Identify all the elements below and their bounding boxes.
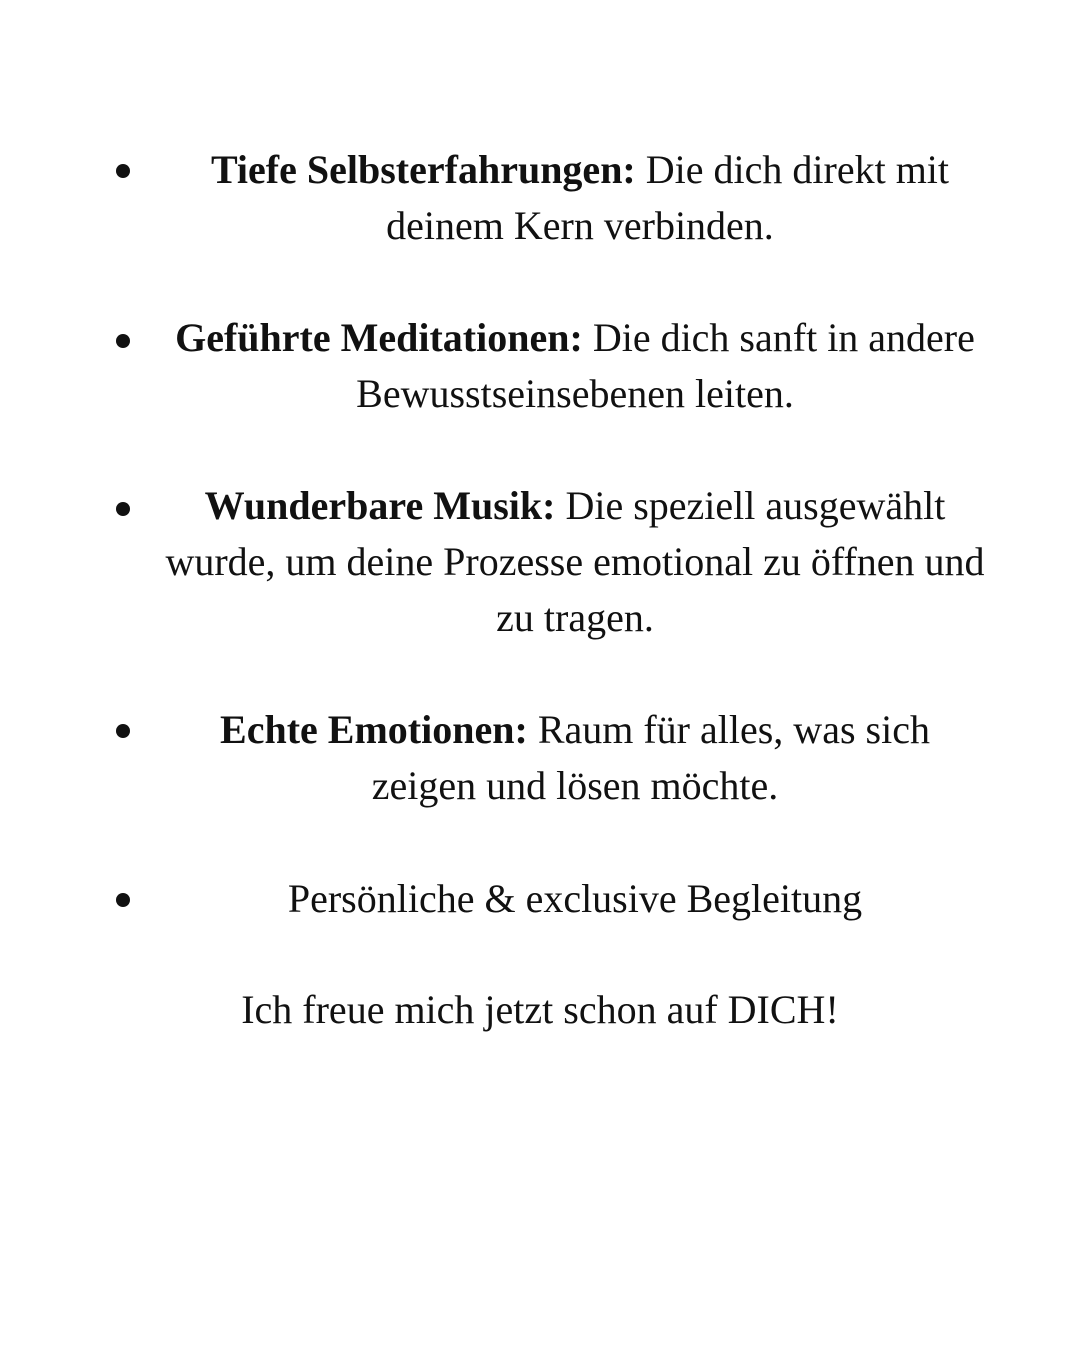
list-item-3 — [165, 478, 985, 646]
bullet-icon — [116, 893, 130, 907]
bullet-icon — [116, 164, 130, 178]
list-item-2 — [150, 310, 1000, 422]
bullet-icon — [116, 334, 130, 348]
list-item-3-label: Wunderbare Musik: — [204, 483, 556, 528]
list-item-5-text: Persönliche & exclusive Begleitung — [287, 876, 863, 921]
list-item-4-label: Echte Emotionen: — [220, 707, 528, 752]
list-item-4 — [175, 702, 975, 814]
list-item-5 — [150, 871, 1000, 927]
list-item-4-text: Raum für alles, was sich zeigen und lösen möchte. — [371, 707, 930, 808]
list-item-2-text: Die dich sanft in andere Bewusstseinsebenen leiten. — [356, 315, 975, 416]
closing-line: Ich freue mich jetzt schon auf DICH! — [241, 987, 839, 1032]
list-item-1-text: Die dich direkt mit deinem Kern verbinden. — [386, 147, 950, 248]
list-item-1 — [160, 142, 1000, 254]
list-item-2-label: Geführte Meditationen: — [175, 315, 583, 360]
bullet-icon — [116, 724, 130, 738]
list-item-1-label: Tiefe Selbsterfahrungen: — [210, 147, 636, 192]
bullet-icon — [116, 502, 130, 516]
list-item-3-text: Die speziell ausgewählt wurde, um deine Prozesse emotional zu öffnen und zu tragen. — [165, 483, 985, 640]
